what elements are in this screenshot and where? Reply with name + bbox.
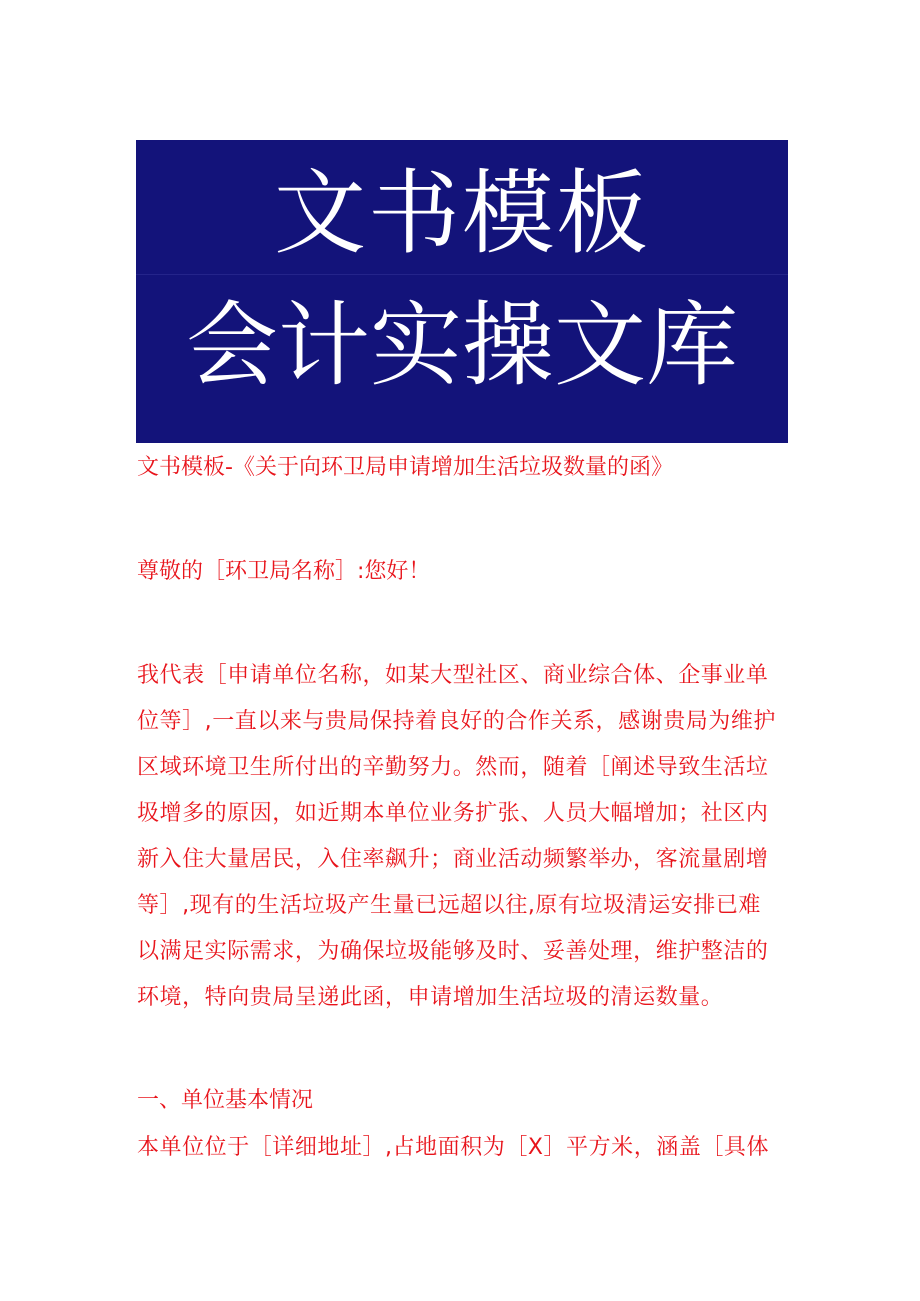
body-paragraph: [137, 653, 787, 1021]
banner-divider: [136, 274, 788, 275]
paragraph-line: 以满足实际需求，为确保垃圾能够及时、妥善处理，维护整洁的: [137, 939, 769, 964]
document-title: 文书模板-《关于向环卫局申请增加生活垃圾数量的函》: [137, 455, 673, 480]
section-heading: 一、单位基本情况: [137, 1088, 314, 1113]
banner-title-line2: 会计实操文库: [185, 292, 738, 399]
paragraph-line: 区域环境卫生所付出的辛勤努力。然而，随着［阐述导致生活垃: [137, 755, 769, 780]
title-banner: [136, 140, 788, 443]
paragraph-line: 位等］,一直以来与贵局保持着良好的合作关系，感谢贵局为维护: [137, 709, 776, 734]
banner-title-line1: 文书模板: [273, 160, 650, 267]
paragraph-line: 环境，特向贵局呈递此函，申请增加生活垃圾的清运数量。: [137, 985, 724, 1010]
paragraph-line: 等］,现有的生活垃圾产生量已远超以往,原有垃圾清运安排已难: [137, 893, 761, 918]
paragraph-line: 新入住大量居民，入住率飙升；商业活动频繁举办，客流量剧增: [137, 847, 769, 872]
section-text: 本单位位于［详细地址］,占地面积为［X］平方米，涵盖［具体: [137, 1135, 770, 1160]
paragraph-line: 我代表［申请单位名称，如某大型社区、商业综合体、企事业单: [137, 663, 769, 688]
salutation: 尊敬的［环卫局名称］:您好！: [137, 559, 431, 584]
paragraph-line: 圾增多的原因，如近期本单位业务扩张、人员大幅增加；社区内: [137, 801, 769, 826]
